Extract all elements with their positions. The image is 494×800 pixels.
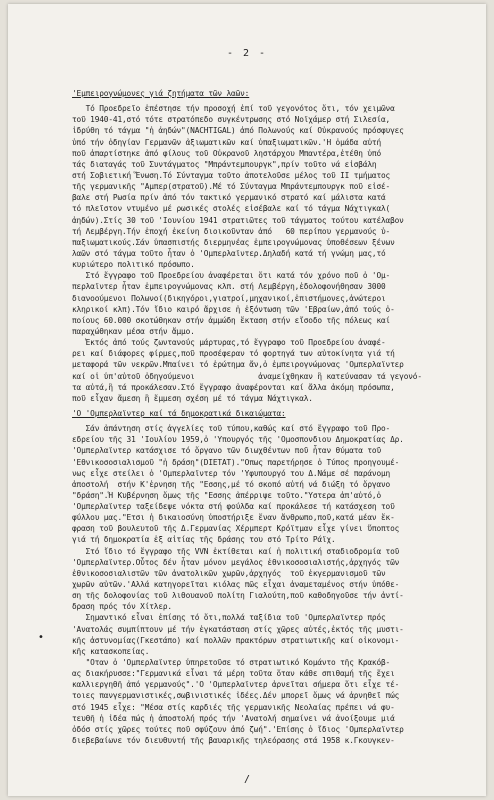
text-line: στό 1945 εἶχε: "Μέσα στίς καρδιές τῆς γερμανικῆς Νεολαίας πρέπει νά φυ- bbox=[72, 702, 395, 712]
text-line: φύλλου μας."Ετσι ἡ δικαιοσύνη ὑποστήριξε ἕναν ἄνθρωπο,ποῦ,κατά μέαν ἔκ- bbox=[72, 513, 395, 523]
text-line: ἀηδών).Στίς 30 τοῦ 'Ιουνίου 1941 στρατιῶτες τοῦ τάγματος τούτου κατέλαβον bbox=[72, 215, 404, 225]
text-line: ση τῆς δολοφονίας τοῦ λιθουανοῦ πολίτη Γιαλούτη,ποῦ καθοδηγοῦσε τήν ἀντί- bbox=[72, 591, 404, 601]
text-line: καί οἱ ὑπ'αὐτοῦ ὁδηγούμενοι ἀναμείχθηκαν ἢ κατεύνασαν τά γεγονό- bbox=[72, 371, 422, 381]
text-line: κληρικοί κλπ).Τόν ἴδιο καιρό ἄρχισε ἡ ἐξόντωση τῶν 'Εβραίων,ἀπό τούς ὁ- bbox=[72, 304, 395, 314]
text-line: τοιες πανγερμανιστικές,σωβινιστικές ἰδέες.Δέν μπορεῖ ὅμως νά ἀρνηθεῖ πώς bbox=[72, 691, 400, 701]
text-line: Στό ἔγγραφο τοῦ Προεδρείου ἀναφέρεται ὅτι κατά τόν χρόνο ποῦ ὁ 'Ομ- bbox=[72, 271, 391, 281]
text-line: Σημαντικό εἶναι ἐπίσης τό ὅτι,πολλά ταξίδια τοῦ 'Ομπερλαϊντερ πρός bbox=[72, 613, 386, 623]
text-line: φραση τοῦ βουλευτοῦ τῆς Δ.Γερμανίας Χέρμπερτ Κρόϊτμαν εἶχε γίνει ὕποπτος bbox=[72, 524, 400, 534]
text-line: ρει καί διάφορες φίρμες,ποῦ προσέφεραν τό φορτηγά των αὐτοκίνητα γιά τή bbox=[72, 349, 395, 359]
text-line: ὁδόσ στίς χῶρες τούτες ποῦ σφύζουν ἀπό ζωή".'Επίσης ὁ ἴδιος 'Ομπερλαϊντερ bbox=[72, 724, 404, 734]
text-line: διεβεβαίωνε τόν διευθυντή τῆς βαυαρικῆς τηλεόρασης στά 1958 κ.Γκουγκεν- bbox=[72, 736, 395, 746]
text-line: χωρῶν αὐτῶν.'Αλλά κατηγορεῖται κιόλας πῶς εἶχαι ἀναμεταμένος στήν ὑπόθε- bbox=[72, 580, 400, 590]
text-line: κυριώτερο πολιτικό πρόσωπο. bbox=[72, 260, 195, 270]
text-line: ἐθνικοσοσιαλιστῶν τῶν ἀνατολικῶν χωρῶν,ἀρχηγός τοῦ ἐκγερμανισμοῦ τῶν bbox=[72, 568, 386, 578]
text-line: "δράση".Ἡ Κυβέρνηση ὅμως τῆς "Εσσης ἀπέρριψε τοῦτο."Υστερα ἀπ'αὐτό,ὁ bbox=[72, 490, 382, 500]
text-line: βαλε στή Ρωσία πρίν ἀπό τόν τακτικό γερμανικό στρατό καί μάλιστα κατά bbox=[72, 193, 386, 203]
text-line: 'Εθνικοσοσιαλισμοῦ "ἡ δράση"(DIETAT)."Οπως παρετήρησε ὁ Τύπος προηγουμέ- bbox=[72, 457, 400, 467]
document-body bbox=[72, 88, 472, 750]
section-heading: 'Ο 'Ομπερλαϊντερ καί τά δημοκρατικά δικαιώματα: bbox=[72, 408, 286, 418]
text-line: τό πλεῖστον ντυμένο μέ ρωσικές στολές εἰσέβαλε καί τό τάγμα Νάχτιγκαλ( bbox=[72, 204, 391, 214]
text-line: ἀποστολή στήν Κ'ἐρνηση τῆς "Εσσης,μέ τό σκοπό αὐτή νά διώξη τό ὄργανο bbox=[72, 479, 391, 489]
text-line: ἱδρύθη τό τάγμα "ἡ ἀηδών"(NACHTIGAL) ἀπό Πολωνούς καί Οὐκρανούς πρόσφυγες bbox=[72, 126, 404, 136]
page-number: - 2 - bbox=[226, 48, 268, 59]
text-line: λαῶν στό τάγμα τοῦτο ἦταν ὁ 'Ομπερλαϊντερ.Δηλαδή κατά τή γνώμη μας,τό bbox=[72, 248, 386, 258]
text-line: νως εἶχε στείλει ὁ 'Ομπερλαϊντερ τόν 'Υφυπουργό του Δ.Νάμε σέ παράνομη bbox=[72, 468, 391, 478]
text-line: περλαϊντερ ἦταν ἐμπειρογνώμονας κλπ. στή Λεμβέργη,ἐδολοφονήθησαν 3000 bbox=[72, 282, 386, 292]
text-line: Ἐκτός ἀπό τούς ζωντανούς μάρτυρας,τό ἔγγραφο τοῦ Προεδρείου ἀναφέ- bbox=[72, 338, 386, 348]
text-line: παξιωματικούς.Σάν ὑπασπιστής διερμηνέας ἐμπειρογνώμονας ὑποθέσεων ξένων bbox=[72, 237, 395, 247]
text-line: παραχώθηκαν μέσα στήν ἄμμο. bbox=[72, 326, 195, 336]
footer-mark: / bbox=[243, 774, 251, 785]
text-line: Τό Προεδρεῖο ἐπέστησε τήν προσοχή ἐπί τοῦ γεγονότος ὅτι, τόν χειμῶνα bbox=[72, 104, 395, 114]
text-line: εδρείου τῆς 31 'Ιουλίου 1959,ὁ 'Υπουργός τῆς 'Ομοσπονδιου Δημοκρατίας Δρ. bbox=[72, 435, 404, 445]
text-line: τάς διαταγάς τοῦ Συντάγματος "Μπράντεμπουργκ",πρίν τοῦτο νά εἰσβάλη bbox=[72, 159, 377, 169]
text-line: τοῦ 1940-41,στό τότε στρατόπεδο συγκέντρωσης στό Νοϊχάμερ στή Σιλεσία, bbox=[72, 115, 391, 125]
text-line: ποῦ ἀπαρτίστηκε ἀπό φίλους τοῦ Οὐκρανοῦ ληστάρχου Μπαντέρα,ἐτέθη ὑπό bbox=[72, 148, 382, 158]
text-line: μεταφορά τῶν νεκρῶν.Μπαίνει τό ἐρώτημα ἄν,ὁ ἐμπειρογνώμονας 'Ομπερλαϊντερ bbox=[72, 360, 404, 370]
text-line: ποῦ εἶχαν ἄμεση ἢ ἔμμεση σχέση μέ τό τάγμα Νάχτιγκαλ. bbox=[72, 393, 313, 403]
text-line: "Οταν ὁ 'Ομπερλαϊντερ ὑπηρετοῦσε τό στρατιωτικό Κομάντο τῆς Κρακόβ- bbox=[72, 658, 391, 668]
text-line: γιά τή δημοκρατία ἐξ αἰτίας τῆς δράσης του στό Τρίτο Ράϊχ. bbox=[72, 535, 336, 545]
text-line: ποίους 60.000 σκοτώθηκαν στήν ἀμμώδη ἔκταση στήν εἴσοδο τῆς πόλεως καί bbox=[72, 315, 391, 325]
text-line: καλλιεργηθῆ ἀπό γερμανούς".'Ο 'Ομπερλαϊντερ ἀρνεῖται σήμερα ὅτι εἶχε τέ- bbox=[72, 680, 400, 690]
text-line: Σάν ἀπάντηση στίς ἀγγελίες τοῦ τύπου,καθώς καί στό ἔγγραφο τοῦ Προ- bbox=[72, 424, 391, 434]
text-line: ας διακήρυσσε:"Γερμανικά εἶναι τά μέρη τοῦτα ὅταν κάθε σπιθαμή τῆς ἔχει bbox=[72, 669, 395, 679]
section-heading: 'Εμπειρογνώμονες γιά ζητήματα τῶν λαῶν: bbox=[72, 89, 250, 98]
text-line: ὑπό τήν ὁδηγίαν Γερμανῶν ἀξιωματικῶν καί ὑπαξιωματικῶν.'Η ὁμάδα αὐτή bbox=[72, 137, 382, 147]
text-line: τῆς γερμανικῆς "Αμπερ(στρατοῦ).Μέ τό Σύνταγμα Μπράντεμπουργκ ποῦ εἰσέ- bbox=[72, 182, 391, 192]
text-line: 'Ομπερλαϊντερ ταξείδεψε νόκτα στή φούλδα καί προκάλεσε τή κατάσχεση τοῦ bbox=[72, 502, 395, 512]
text-line: 'Ομπερλαϊντερ.Οὗτος δέν ἦταν μόνον μεγάλος ἐθνικοσοσιαλιστής,ἀρχηγός τῶν bbox=[72, 557, 400, 567]
text-line: 'Ομπερλαϊντερ κατάσχισε τό ὄργανο τῶν διωχθέντων ποῦ ἦταν θύματα τοῦ bbox=[72, 446, 382, 456]
text-line: Στό ἴδιο τό ἔγγραφο τῆς VVN ἐκτίθεται καί ἡ πολιτική σταδιοδρομία τοῦ bbox=[72, 546, 400, 556]
text-line: τα αὐτά,ἢ τά προκάλεσαν.Στό ἔγγραφο ἀναφέρονται καί ἄλλα ἀκόμη πρόσωπα, bbox=[72, 382, 395, 392]
text-line: διανοούμενοι Πολωνοί(δικηγόροι,γιατροί,μηχανικοί,ἐπιστήμονες,ἀνώτεροι bbox=[72, 293, 386, 303]
text-line: τευθῆ ἡ ἰδέα πώς ἡ ἀποστολή πρός τήν 'Ανατολή σημαίνει νά ἀνοίξουμε μιά bbox=[72, 713, 395, 723]
text-line: τή Λεμβέργη.Τήν ἐποχή ἐκείνη διοικοῦνταν ἀπό 60 περίπου γερμανούς ὑ- bbox=[72, 226, 391, 236]
text-line: 'Ανατολάς συμπίπτουν μέ τήν ἐγκατάσταση στίς χῶρες αὐτές,ἐκτός τῆς μυστι- bbox=[72, 624, 404, 634]
margin-mark: • bbox=[38, 632, 44, 643]
document-page bbox=[8, 4, 486, 796]
text-line: κῆς ἀστυνομίας(Γκεστάπο) καί πολλῶν πρακτόρων στρατιωτικῆς καί οἰκονομι- bbox=[72, 635, 400, 645]
text-line: κῆς κατασκοπείας. bbox=[72, 646, 150, 656]
text-line: δραση πρός τόν Χίτλερ. bbox=[72, 602, 172, 612]
text-line: στή Σοβιετική Ἕνωση.Τό Σύνταγμα τοῦτο ἀποτελοῦσε μέλος τοῦ ΙΙ τμήματος bbox=[72, 170, 391, 180]
